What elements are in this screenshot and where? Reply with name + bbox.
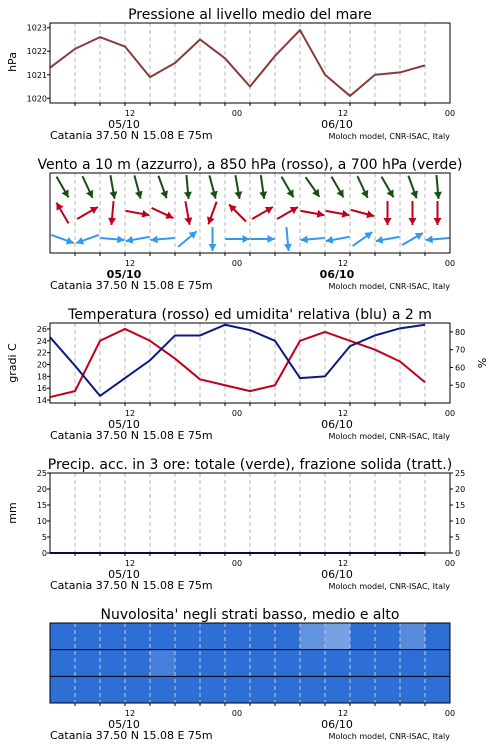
precipitation-ylabel: mm [6, 502, 19, 524]
precipitation-title: Precip. acc. in 3 ore: totale (verde), frazione solida (tratt.) [47, 457, 453, 473]
cloud-cell [150, 650, 175, 677]
y-tick-label: 5 [41, 533, 47, 542]
x-tick-label: 00 [444, 109, 456, 118]
date-label: 05/10 [108, 418, 140, 431]
wind-arrow [51, 235, 74, 245]
wind-arrow [76, 235, 99, 245]
cloud-background [50, 623, 450, 703]
wind-arrow [77, 207, 98, 219]
cloud-cell [400, 623, 425, 650]
wind-arrow [126, 236, 150, 244]
model-credit: Moloch model, CNR-ISAC, Italy [328, 732, 450, 741]
model-credit: Moloch model, CNR-ISAC, Italy [328, 282, 450, 291]
humidity-line [50, 325, 425, 396]
wind-arrow [152, 208, 174, 219]
humidity-y-ticks [450, 328, 465, 390]
date-label: 06/10 [321, 718, 353, 731]
wind-arrow-head [301, 235, 308, 243]
location-label: Catania 37.50 N 15.08 E 75m [50, 729, 213, 742]
wind-arrow [353, 232, 373, 246]
wind-plot-frame [50, 173, 450, 253]
cloud-panel [0, 600, 500, 750]
wind-arrow [57, 177, 69, 198]
y-tick-label: 15 [36, 501, 47, 510]
wind-title: Vento a 10 m (azzurro), a 850 hPa (rosso), a 700 hPa (verde) [37, 157, 463, 173]
x-tick-label: 12 [337, 709, 349, 718]
temperature-panel [0, 300, 500, 450]
precipitation-panel [0, 450, 500, 600]
location-label: Catania 37.50 N 15.08 E 75m [50, 279, 213, 292]
y-tick-label: 26 [36, 324, 47, 334]
wind-arrow [251, 235, 275, 243]
y-tick-label: 10 [455, 517, 466, 526]
wind-arrow [126, 210, 150, 218]
x-tick-label: 00 [444, 409, 456, 418]
temperature-humidity-series [50, 325, 425, 397]
y-tick-label: 60 [455, 363, 466, 373]
wind-grid [75, 173, 425, 256]
wind-x-ticks [125, 259, 455, 268]
wind-arrow [301, 235, 325, 243]
date-label: 06/10 [321, 118, 353, 131]
y-tick-label: 18 [36, 372, 47, 382]
wind-arrow-head [384, 218, 392, 225]
wind-arrow [326, 210, 350, 218]
temperature-x-ticks [125, 409, 455, 418]
temperature-y-ticks [37, 325, 50, 405]
cloud-x-ticks [125, 709, 455, 718]
wind-arrow [409, 201, 417, 225]
wind-arrow [351, 210, 374, 218]
pressure-y-ticks [27, 24, 50, 104]
wind-arrow-head [434, 192, 442, 199]
y-tick-label: 10 [36, 517, 47, 526]
wind-arrow [282, 177, 294, 198]
wind-arrow [357, 176, 368, 198]
y-tick-label: 16 [36, 384, 47, 394]
precipitation-plot-frame [50, 473, 450, 553]
wind-panel [0, 150, 500, 300]
pressure-ylabel: hPa [6, 52, 19, 72]
cloud-cell [325, 623, 350, 650]
wind-arrow-head [151, 235, 158, 243]
wind-arrow [57, 203, 69, 224]
wind-arrow [209, 227, 217, 251]
pressure-series [50, 30, 425, 96]
y-tick-label: 70 [455, 345, 466, 355]
wind-arrow [426, 235, 450, 243]
x-tick-label: 12 [124, 709, 136, 718]
x-tick-label: 12 [337, 559, 349, 568]
x-tick-label: 12 [124, 409, 136, 418]
wind-arrow [306, 177, 320, 197]
precipitation-grid [75, 473, 425, 556]
pressure-plot-frame [50, 23, 450, 103]
date-label: 06/10 [319, 268, 355, 281]
y-tick-label: 20 [455, 485, 466, 494]
wind-arrow [234, 175, 242, 199]
wind-arrow [382, 177, 394, 198]
wind-arrow [252, 207, 273, 219]
x-tick-label: 00 [444, 259, 456, 268]
x-tick-label: 00 [444, 709, 456, 718]
x-tick-label: 00 [231, 709, 243, 718]
cloud-heatmap [50, 623, 450, 703]
x-tick-label: 00 [231, 559, 243, 568]
precipitation-x-ticks [125, 559, 455, 568]
y-tick-label: 1021 [26, 70, 47, 80]
cloud-cell [300, 623, 325, 650]
wind-arrow [184, 201, 192, 225]
precipitation-y-ticks-right [450, 469, 465, 558]
x-tick-label: 12 [337, 109, 349, 118]
location-label: Catania 37.50 N 15.08 E 75m [50, 429, 213, 442]
wind-arrow-head [284, 244, 292, 251]
model-credit: Moloch model, CNR-ISAC, Italy [328, 132, 450, 141]
wind-arrow-head [209, 244, 217, 251]
y-tick-label: 80 [455, 327, 466, 337]
pressure-grid [75, 23, 425, 106]
wind-arrow-head [426, 235, 433, 243]
y-tick-label: 15 [455, 501, 466, 510]
wind-arrow-head [268, 235, 275, 243]
date-label: 06/10 [321, 568, 353, 581]
wind-arrow [226, 235, 250, 243]
wind-arrow [376, 236, 400, 244]
wind-arrow-head [108, 218, 116, 225]
pressure-panel [0, 0, 500, 150]
x-tick-label: 12 [124, 109, 136, 118]
y-tick-label: 25 [36, 469, 47, 478]
temperature-title: Temperatura (rosso) ed umidita' relativa (blu) a 2 m [68, 307, 432, 323]
wind-arrow [82, 176, 93, 198]
date-label: 05/10 [108, 718, 140, 731]
x-tick-label: 12 [337, 409, 349, 418]
x-tick-label: 00 [231, 259, 243, 268]
wind-arrow-head [210, 191, 218, 199]
wind-arrow [151, 235, 175, 243]
wind-arrow [259, 175, 267, 199]
y-tick-label: 25 [455, 469, 466, 478]
wind-arrow-head [184, 192, 192, 199]
wind-arrow [109, 175, 117, 199]
wind-arrow-head [366, 210, 374, 218]
wind-arrow [158, 176, 168, 199]
wind-arrow [101, 235, 125, 243]
y-tick-label: 50 [455, 381, 466, 391]
wind-arrow [284, 227, 292, 251]
y-tick-label: 20 [36, 485, 47, 494]
wind-arrow [229, 205, 246, 222]
cloud-title: Nuvolosita' negli strati basso, medio e alto [100, 607, 400, 623]
wind-arrow [332, 177, 344, 198]
location-label: Catania 37.50 N 15.08 E 75m [50, 129, 213, 142]
y-tick-label: 1023 [26, 23, 47, 33]
y-tick-label: 20 [36, 360, 47, 370]
location-label: Catania 37.50 N 15.08 E 75m [50, 579, 213, 592]
wind-arrow-head [117, 235, 124, 243]
y-tick-label: 24 [36, 336, 47, 346]
wind-arrow [184, 175, 192, 199]
wind-arrow [434, 201, 442, 225]
wind-arrow [207, 202, 217, 225]
wind-arrow [326, 236, 350, 244]
precipitation-y-ticks [37, 469, 50, 558]
wind-arrow-head [434, 218, 442, 225]
y-tick-label: 14 [36, 396, 47, 406]
x-tick-label: 12 [124, 559, 136, 568]
date-label: 05/10 [108, 118, 140, 131]
pressure-title: Pressione al livello medio del mare [128, 7, 372, 23]
wind-arrow [384, 201, 392, 225]
wind-arrow [408, 176, 418, 199]
y-tick-label: 0 [41, 549, 47, 558]
wind-arrow-head [243, 235, 250, 243]
wind-arrow [209, 175, 217, 198]
wind-arrow [402, 233, 423, 245]
date-label: 06/10 [321, 418, 353, 431]
y-tick-label: 1022 [26, 47, 47, 57]
x-tick-label: 12 [124, 259, 136, 268]
humidity-ylabel: % [476, 357, 489, 369]
model-credit: Moloch model, CNR-ISAC, Italy [328, 582, 450, 591]
x-tick-label: 12 [337, 259, 349, 268]
x-tick-label: 00 [444, 559, 456, 568]
wind-arrow-head [135, 191, 143, 199]
y-tick-label: 0 [455, 549, 461, 558]
x-tick-label: 00 [231, 109, 243, 118]
wind-arrow [178, 231, 196, 246]
wind-arrow [301, 210, 325, 218]
wind-arrow [434, 175, 442, 199]
date-label: 05/10 [108, 568, 140, 581]
model-credit: Moloch model, CNR-ISAC, Italy [328, 432, 450, 441]
y-tick-label: 5 [455, 533, 461, 542]
temperature-ylabel: gradi C [6, 343, 19, 383]
wind-arrow [134, 175, 142, 198]
x-tick-label: 00 [231, 409, 243, 418]
y-tick-label: 22 [36, 348, 47, 358]
pressure-x-ticks [125, 109, 455, 118]
y-tick-label: 1020 [26, 94, 47, 104]
wind-arrow-head [409, 218, 417, 225]
wind-arrow [108, 201, 116, 225]
date-label: 05/10 [106, 268, 142, 281]
wind-arrow [277, 207, 298, 219]
pressure-line [50, 30, 425, 96]
